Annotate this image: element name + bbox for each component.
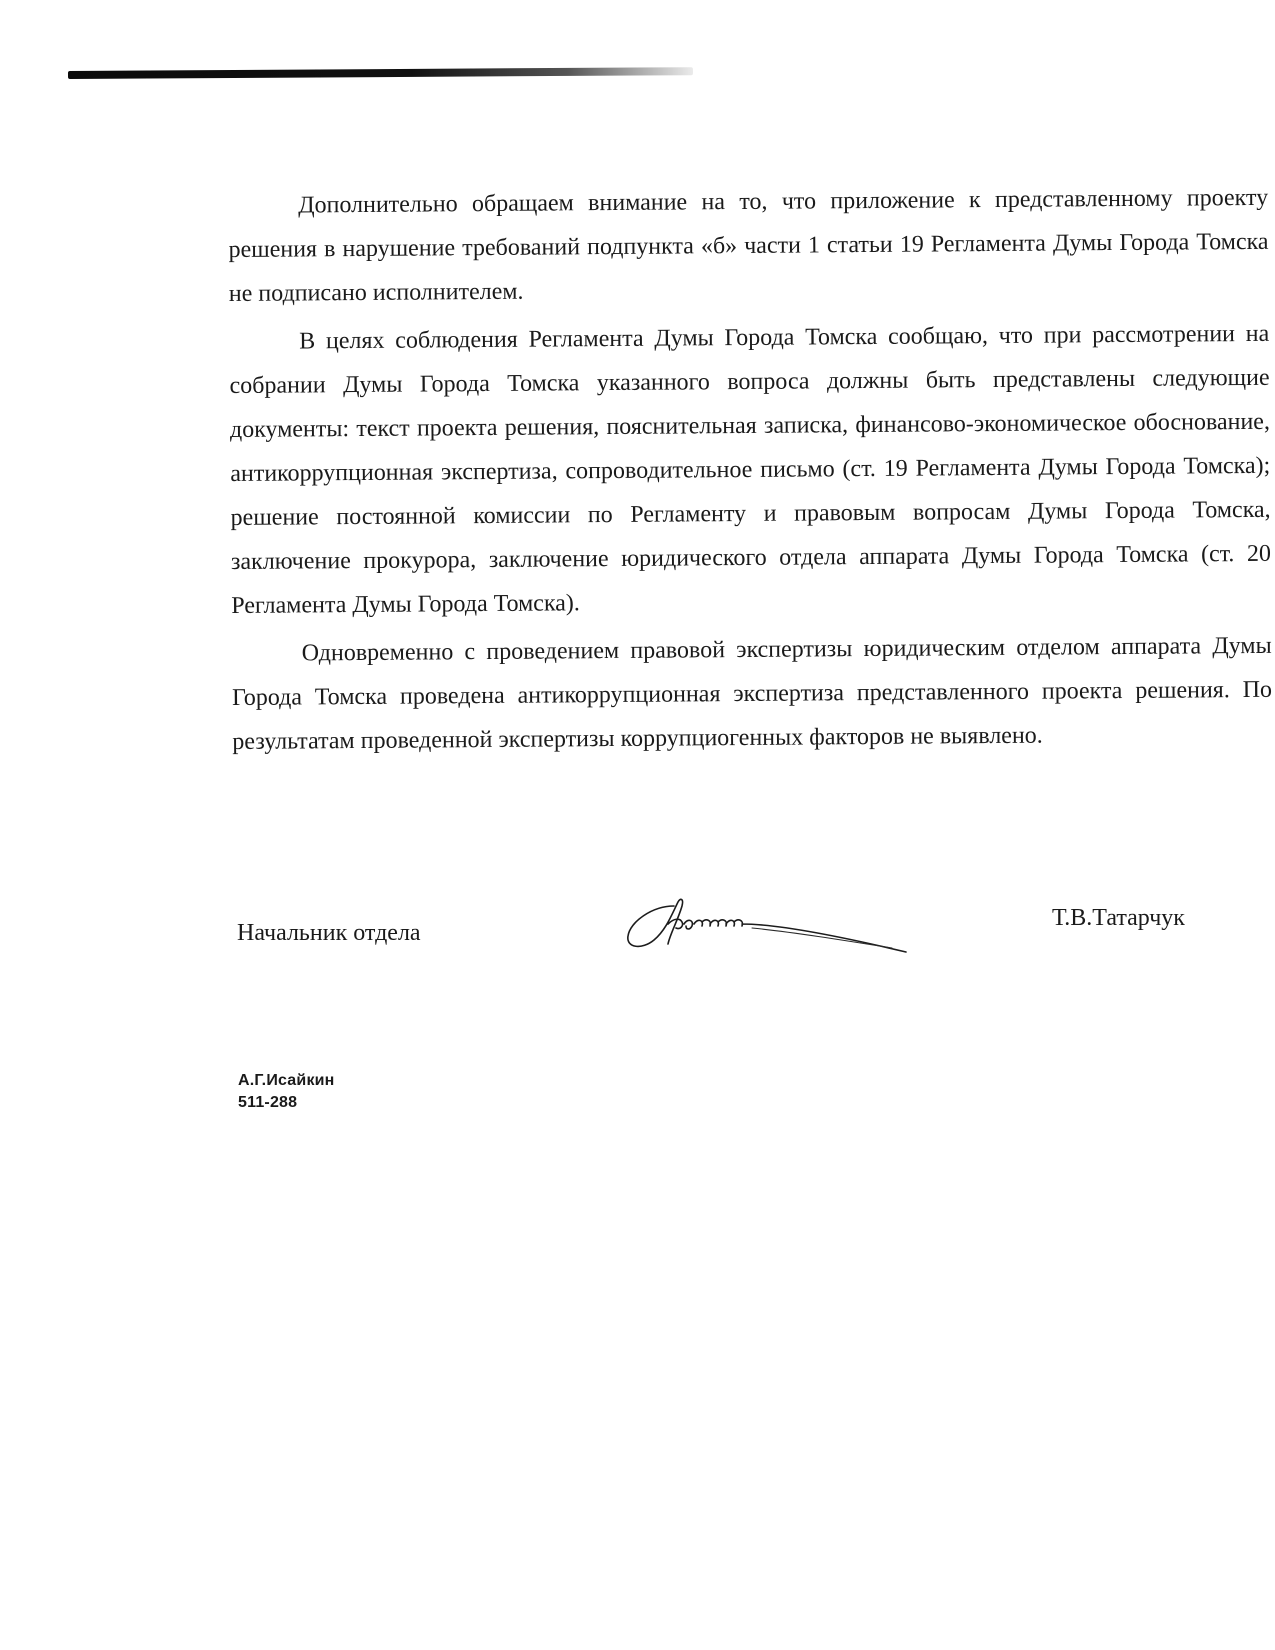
paragraph-additional-notice: Дополнительно обращаем внимание на то, что приложение к представленному проекту решения в нарушение требований подпункта «б» части 1 статьи 19 Регламента Думы Города Томска не подписано исполнителем. bbox=[228, 184, 1269, 307]
top-divider-line bbox=[68, 67, 693, 79]
executor-phone: 511-288 bbox=[238, 1094, 298, 1111]
letter-body bbox=[228, 176, 1273, 764]
executor-info bbox=[238, 1070, 335, 1114]
paragraph-anticorruption-result: Одновременно с проведением правовой экспертизы юридическим отделом аппарата Думы Города Томска проведена антикоррупционная экспертиза представленного проекта решения. По результатам проведенной экспертизы коррупциогенных факторов не выявлено. bbox=[231, 632, 1273, 755]
paragraph-required-documents: В целях соблюдения Регламента Думы Города Томска сообщаю, что при рассмотрении на собрании Думы Города Томска указанного вопроса должны быть представлены следующие документы: текст проекта решения, пояснительная записка, финансово-экономическое обоснование, антикоррупционная экспертиза, сопроводительное письмо (ст. 19 Регламента Думы Города Томска); решение постоянной комиссии по Регламенту и правовым вопросам Думы Города Томска, заключение прокурора, заключение юридического отдела аппарата Думы Города Томска (ст. 20 Регламента Думы Города Томска). bbox=[229, 320, 1272, 619]
executor-name: А.Г.Исайкин bbox=[238, 1072, 335, 1089]
signatory-position: Начальник отдела bbox=[237, 920, 421, 946]
signatory-name: Т.В.Татарчук bbox=[1052, 905, 1185, 931]
handwritten-signature bbox=[622, 884, 922, 964]
